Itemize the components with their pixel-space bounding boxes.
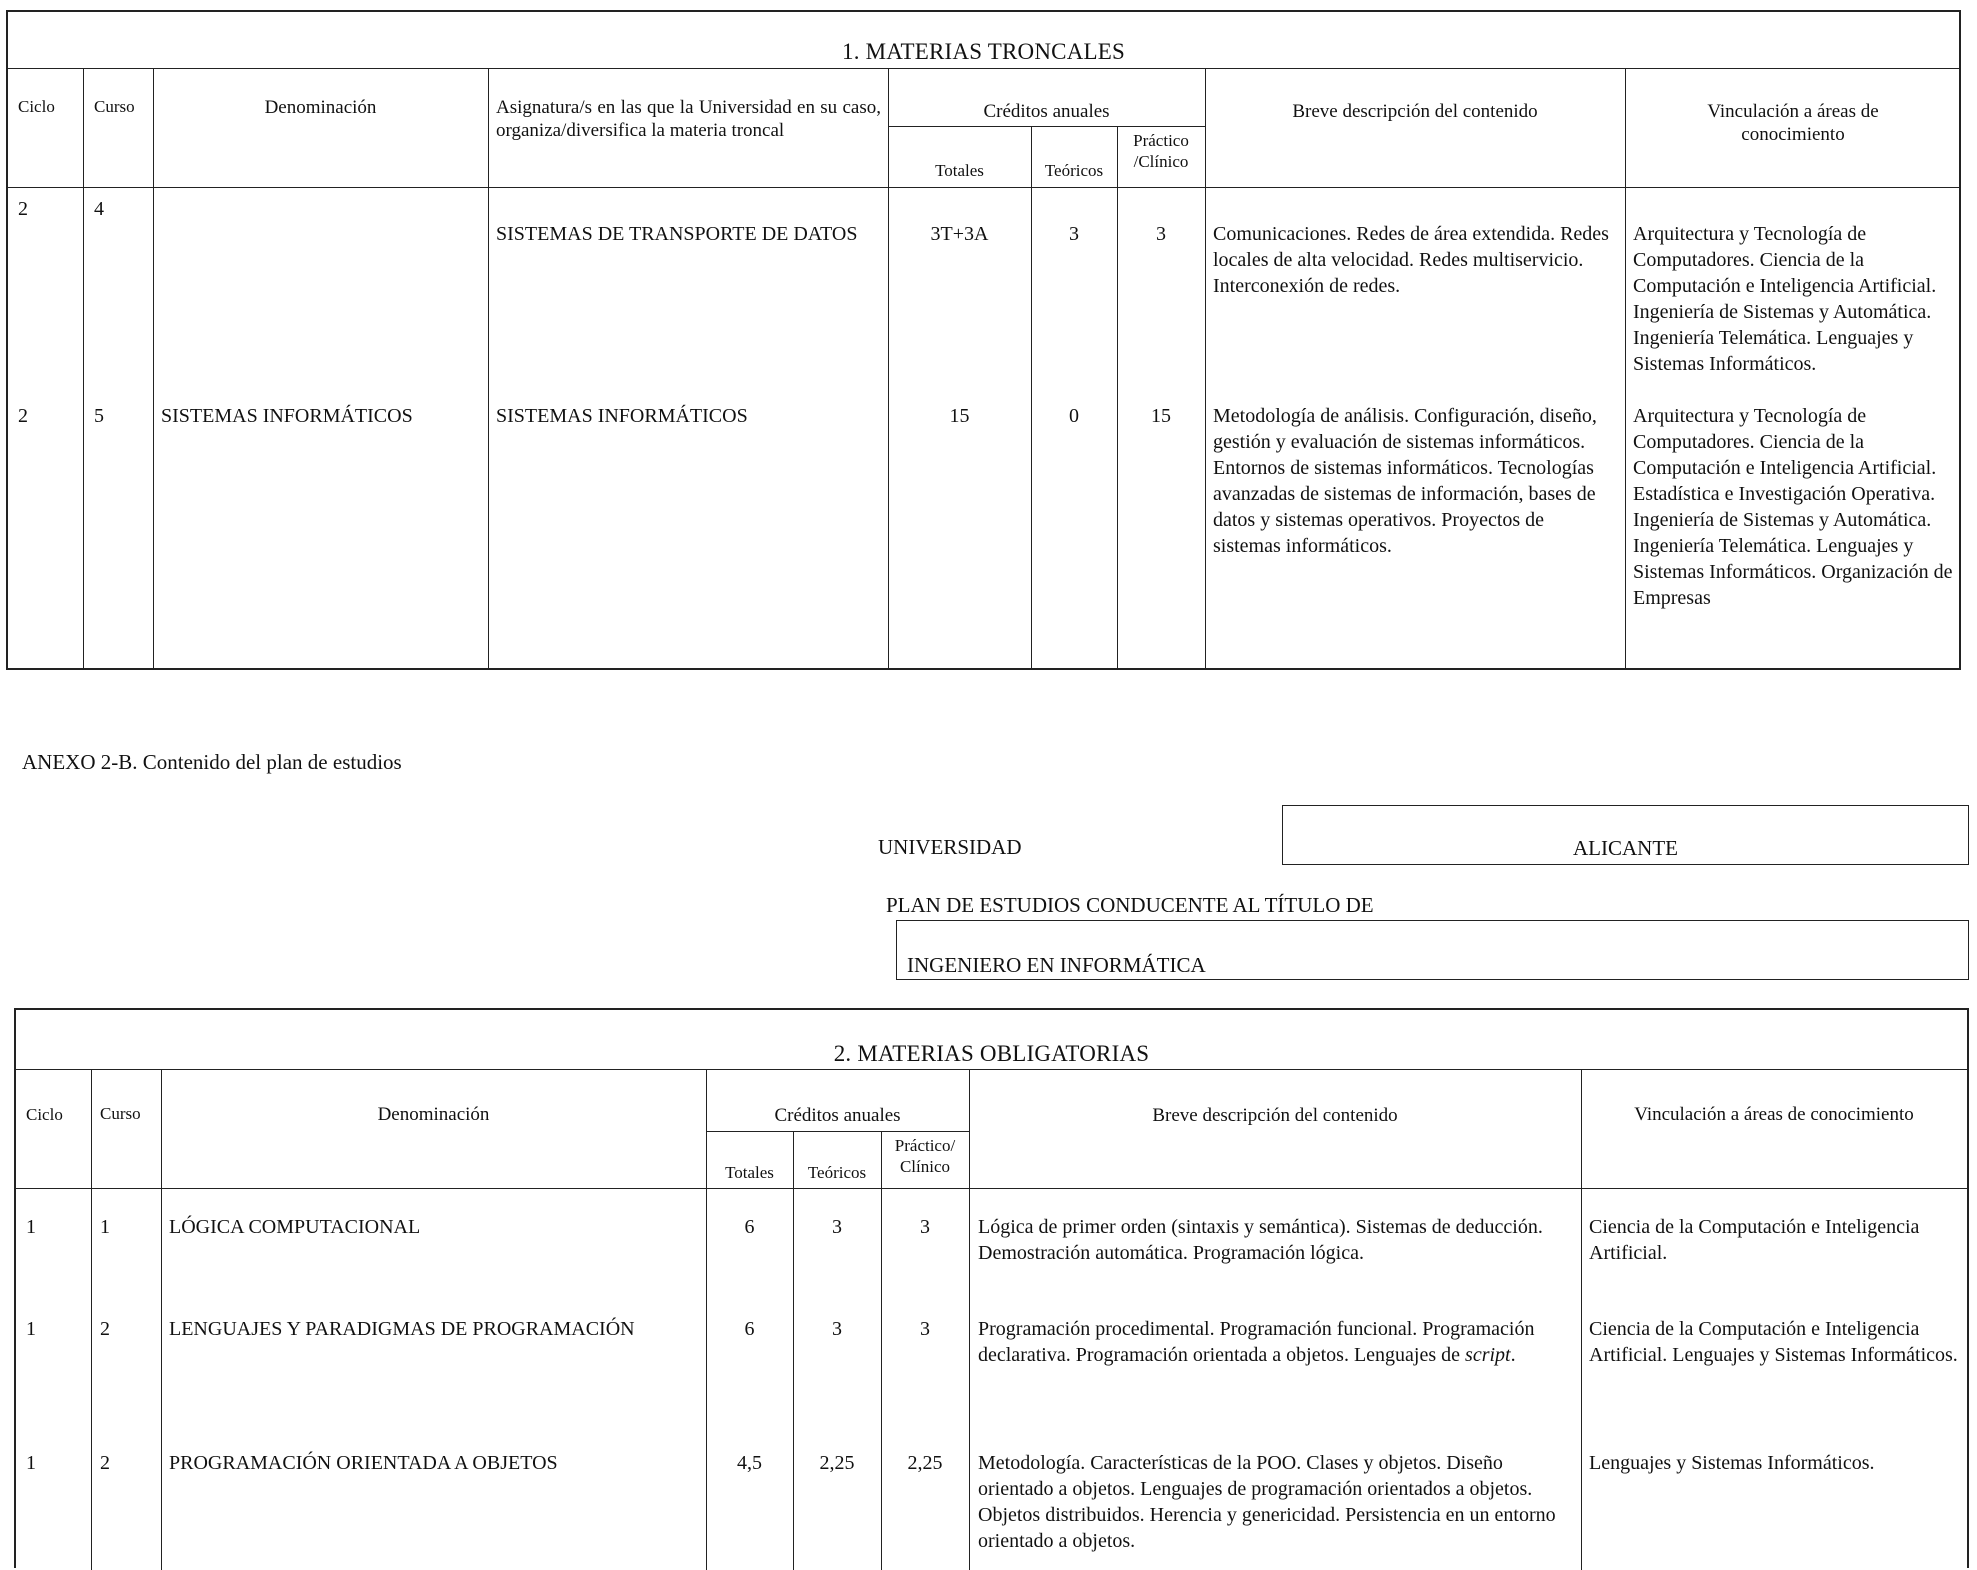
col-line [1117, 126, 1118, 668]
row2-ciclo: 2 [18, 405, 28, 427]
t2-row2-totales: 6 [744, 1318, 755, 1340]
t2-row2-descripcion [978, 1316, 1568, 1368]
credits-divider [888, 126, 1205, 127]
th2-descripcion: Breve descripción del contenido [1152, 1105, 1398, 1126]
plan-box [896, 920, 1969, 980]
row2-vinculacion: Arquitectura y Tecnología de Computadores. Ciencia de la Computación e Inteligencia Artificial. Estadística e Investigación Operativa. Ingeniería de Sistemas y Automática. Ingeniería Telemática. Lenguajes y Sistemas Informáticos. Organización de Empresas [1633, 405, 1953, 609]
t2-row2-ciclo: 1 [26, 1318, 36, 1340]
col-line [91, 1069, 92, 1570]
annex-heading: ANEXO 2-B. Contenido del plan de estudios [22, 750, 402, 774]
row1-vinculacion: Arquitectura y Tecnología de Computadores. Ciencia de la Computación e Inteligencia Artificial. Ingeniería de Sistemas y Automática. Ingeniería Telemática. Lenguajes y Sistemas Informáticos. [1633, 223, 1937, 375]
table1-title: 1. MATERIAS TRONCALES [842, 39, 1125, 64]
t2-row1-vinculacion: Ciencia de la Computación e Inteligencia Artificial. [1589, 1216, 1920, 1264]
col-line [1625, 68, 1626, 668]
col-line [793, 1131, 794, 1570]
th-teoricos: Teóricos [1044, 161, 1104, 180]
th-ciclo: Ciclo [18, 97, 55, 116]
t2-row1-totales: 6 [744, 1216, 755, 1238]
th2-curso: Curso [100, 1104, 141, 1123]
header-divider [8, 187, 1959, 188]
t2-row2-denominacion: LENGUAJES Y PARADIGMAS DE PROGRAMACIÓN [169, 1318, 635, 1340]
t2-row3-teoricos: 2,25 [819, 1452, 855, 1474]
col-line [161, 1069, 162, 1570]
row2-teoricos: 0 [1069, 405, 1079, 427]
col-line [1581, 1069, 1582, 1570]
row1-practico: 3 [1156, 223, 1166, 245]
row2-practico: 15 [1151, 405, 1171, 427]
th2-practico: Práctico/ Clínico [894, 1136, 956, 1176]
universidad-box [1282, 805, 1969, 865]
t2-row3-curso: 2 [100, 1452, 110, 1474]
t2-row3-denominacion: PROGRAMACIÓN ORIENTADA A OBJETOS [169, 1452, 558, 1474]
table-materias-troncales [6, 10, 1961, 670]
title-divider [8, 68, 1959, 69]
t2-row1-teoricos: 3 [832, 1216, 842, 1238]
header-divider [16, 1188, 1967, 1189]
col-line [83, 68, 84, 668]
col-line [969, 1069, 970, 1570]
row2-curso: 5 [94, 405, 104, 427]
universidad-label: UNIVERSIDAD [878, 835, 1022, 859]
row1-totales: 3T+3A [930, 223, 989, 245]
t2-row1-ciclo: 1 [26, 1216, 36, 1238]
row2-asignatura: SISTEMAS INFORMÁTICOS [496, 405, 748, 427]
t2-row3-practico: 2,25 [907, 1452, 943, 1474]
row1-asignatura: SISTEMAS DE TRANSPORTE DE DATOS [496, 223, 858, 245]
universidad-value: ALICANTE [1573, 836, 1678, 860]
table-materias-obligatorias [14, 1008, 1969, 1568]
t2-row1-curso: 1 [100, 1216, 110, 1238]
th-denominacion: Denominación [264, 97, 377, 118]
th2-ciclo: Ciclo [26, 1105, 63, 1124]
row1-ciclo: 2 [18, 198, 28, 220]
plan-label: PLAN DE ESTUDIOS CONDUCENTE AL TÍTULO DE [886, 893, 1374, 917]
t2-row3-ciclo: 1 [26, 1452, 36, 1474]
t2-row3-descripcion: Metodología. Características de la POO. Clases y objetos. Diseño orientado a objetos. Lenguajes de programación orientados a objetos. Objetos distribuidos. Herencia y genericidad. Persistencia en un entorno orientado a objetos. [978, 1452, 1556, 1552]
t2-row2-descripcion-end: . [1510, 1344, 1516, 1366]
col-line [881, 1131, 882, 1570]
col-line [488, 68, 489, 668]
t2-row2-vinculacion: Ciencia de la Computación e Inteligencia Artificial. Lenguajes y Sistemas Informáticos. [1589, 1318, 1958, 1366]
th-asignaturas: Asignatura/s en las que la Universidad en su caso, organiza/diversifica la materia troncal [496, 97, 881, 141]
col-line [888, 68, 889, 668]
row1-descripcion: Comunicaciones. Redes de área extendida. Redes locales de alta velocidad. Redes multiservicio. Interconexión de redes. [1213, 223, 1609, 297]
row2-totales: 15 [949, 405, 970, 427]
t2-row1-descripcion: Lógica de primer orden (sintaxis y semántica). Sistemas de deducción. Demostración automática. Programación lógica. [978, 1216, 1543, 1264]
col-line [153, 68, 154, 668]
th-practico: Práctico /Clínico [1133, 131, 1189, 171]
col-line [1205, 68, 1206, 668]
t2-row1-denominacion: LÓGICA COMPUTACIONAL [169, 1216, 421, 1238]
t2-row2-teoricos: 3 [832, 1318, 842, 1340]
row2-denominacion: SISTEMAS INFORMÁTICOS [161, 405, 413, 427]
row2-descripcion: Metodología de análisis. Configuración, diseño, gestión y evaluación de sistemas informáticos. Entornos de sistemas informáticos. Tecnologías avanzadas de sistemas de información, bases de datos y sistemas operativos. Proyectos de sistemas informáticos. [1213, 405, 1597, 557]
th2-totales: Totales [725, 1163, 774, 1182]
th2-denominacion: Denominación [377, 1104, 490, 1125]
th2-vinculacion: Vinculación a áreas de conocimiento [1634, 1104, 1914, 1125]
t2-row2-curso: 2 [100, 1318, 110, 1340]
row1-curso: 4 [94, 198, 104, 220]
th2-teoricos: Teóricos [807, 1163, 867, 1182]
t2-row1-practico: 3 [920, 1216, 930, 1238]
plan-value: INGENIERO EN INFORMÁTICA [907, 953, 1206, 977]
t2-row2-practico: 3 [920, 1318, 930, 1340]
th-curso: Curso [94, 97, 135, 116]
credits-divider [706, 1131, 969, 1132]
th-vinculacion: Vinculación a áreas de conocimiento [1707, 101, 1879, 145]
title-divider [16, 1069, 1967, 1070]
t2-row2-descripcion-main: Programación procedimental. Programación funcional. Programación declarativa. Programación orientada a objetos. Lenguajes de [978, 1318, 1535, 1366]
th-totales: Totales [935, 161, 984, 180]
t2-row3-vinculacion: Lenguajes y Sistemas Informáticos. [1589, 1452, 1875, 1474]
col-line [1031, 126, 1032, 668]
th-descripcion: Breve descripción del contenido [1292, 101, 1538, 122]
th2-creditos: Créditos anuales [774, 1105, 901, 1126]
row1-teoricos: 3 [1069, 223, 1079, 245]
th-creditos: Créditos anuales [983, 101, 1110, 122]
t2-row2-descripcion-italic: script [1465, 1344, 1511, 1366]
table2-title: 2. MATERIAS OBLIGATORIAS [833, 1041, 1150, 1066]
t2-row3-totales: 4,5 [737, 1452, 762, 1474]
